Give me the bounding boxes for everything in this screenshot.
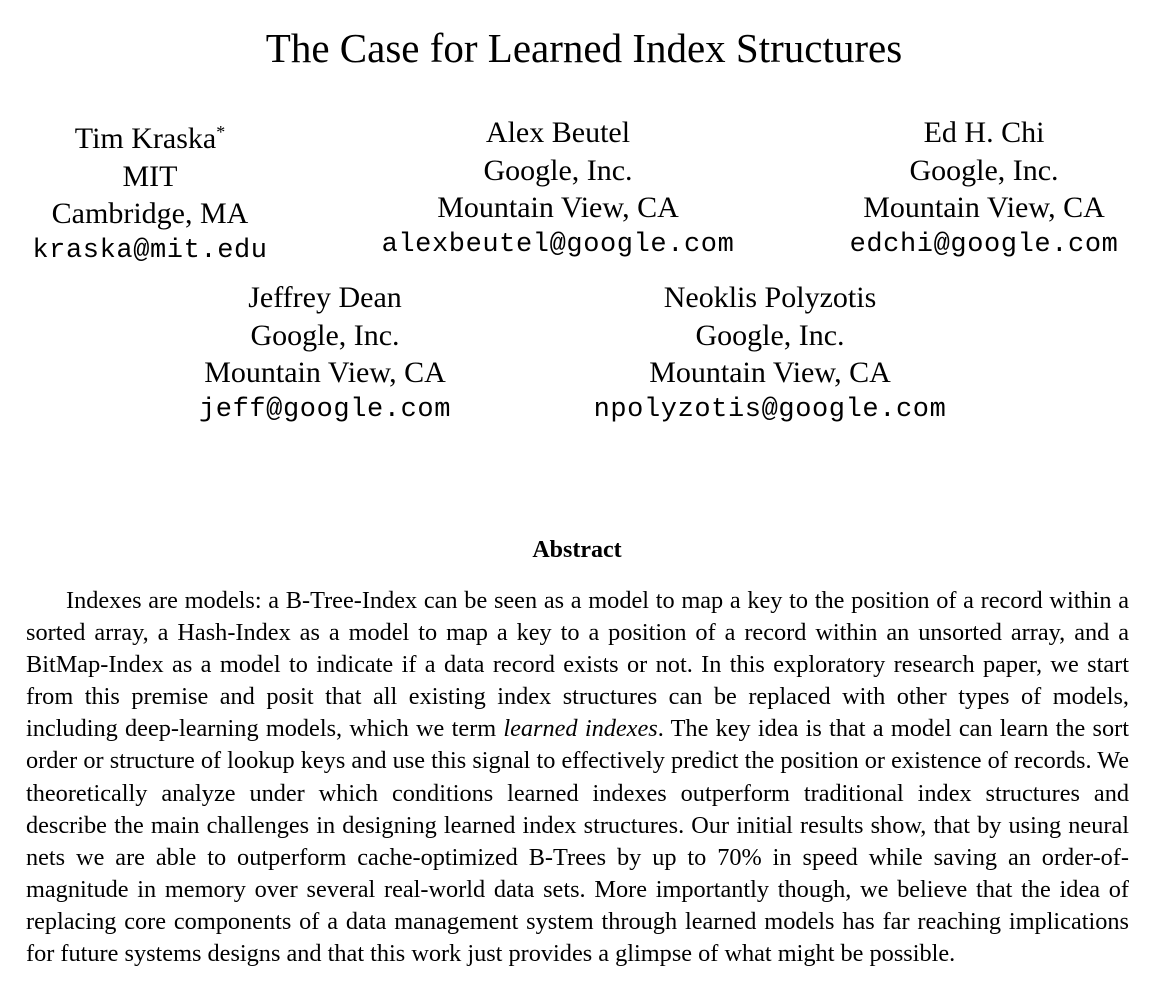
author-affiliation: Google, Inc.	[695, 318, 845, 352]
author-block	[358, 114, 758, 264]
author-location: Mountain View, CA	[863, 191, 1105, 224]
abstract-heading: Abstract	[532, 537, 622, 563]
abstract-emphasis-term: learned indexes	[503, 715, 658, 743]
author-email: npolyzotis@google.com	[593, 394, 947, 425]
author-block	[560, 279, 980, 429]
author-block	[0, 114, 300, 270]
author-block	[165, 279, 485, 429]
author-affiliation: Google, Inc.	[483, 153, 633, 187]
author-footnote-marker: *	[216, 122, 226, 142]
author-location: Mountain View, CA	[204, 356, 446, 389]
author-name: Neoklis Polyzotis	[663, 281, 877, 314]
author-email: jeff@google.com	[198, 394, 452, 425]
author-location: Mountain View, CA	[437, 191, 679, 224]
paper-title: The Case for Learned Index Structures	[265, 25, 903, 71]
author-name-line	[0, 114, 300, 158]
abstract-text-part-1: Indexes are models: a B-Tree-Index can be seen as a model to map a key to the position of a record within a sorted array, a Hash-Index as a model to map a key to a position of a record within an unsorted array, and a BitMap-Index as a model to indicate if a data record exists or not. In this exploratory research paper, we start from this premise and posit that all existing index structures can be replaced with other types of models, including deep-learning models, which we term	[26, 587, 1129, 743]
abstract-text-part-2: . The key idea is that a model can learn the sort order or structure of lookup keys and use this signal to effectively predict the position or existence of records. We theoretically analyze under which conditions learned indexes outperform traditional index structures and describe the main challenges in designing learned index structures. Our initial results show, that by using neural nets we are able to outperform cache-optimized B-Trees by up to 70% in speed while saving an order-of-magnitude in memory over several real-world data sets. More importantly though, we believe that the idea of replacing core components of a data management system through learned models has far reaching implications for future systems designs and that this work just provides a glimpse of what might be possible.	[26, 715, 1129, 968]
author-location: Cambridge, MA	[51, 197, 249, 230]
author-affiliation: Google, Inc.	[250, 318, 400, 352]
author-affiliation: MIT	[122, 159, 178, 193]
author-email: edchi@google.com	[849, 229, 1119, 260]
author-affiliation: Google, Inc.	[909, 153, 1059, 187]
abstract-paragraph	[26, 585, 1129, 970]
author-name: Tim Kraska	[74, 122, 217, 155]
author-email: alexbeutel@google.com	[381, 229, 735, 260]
author-email: kraska@mit.edu	[32, 235, 268, 266]
author-name: Alex Beutel	[485, 116, 631, 149]
author-name: Jeffrey Dean	[248, 281, 402, 314]
author-block	[820, 114, 1148, 264]
author-location: Mountain View, CA	[649, 356, 891, 389]
author-name: Ed H. Chi	[923, 116, 1045, 149]
